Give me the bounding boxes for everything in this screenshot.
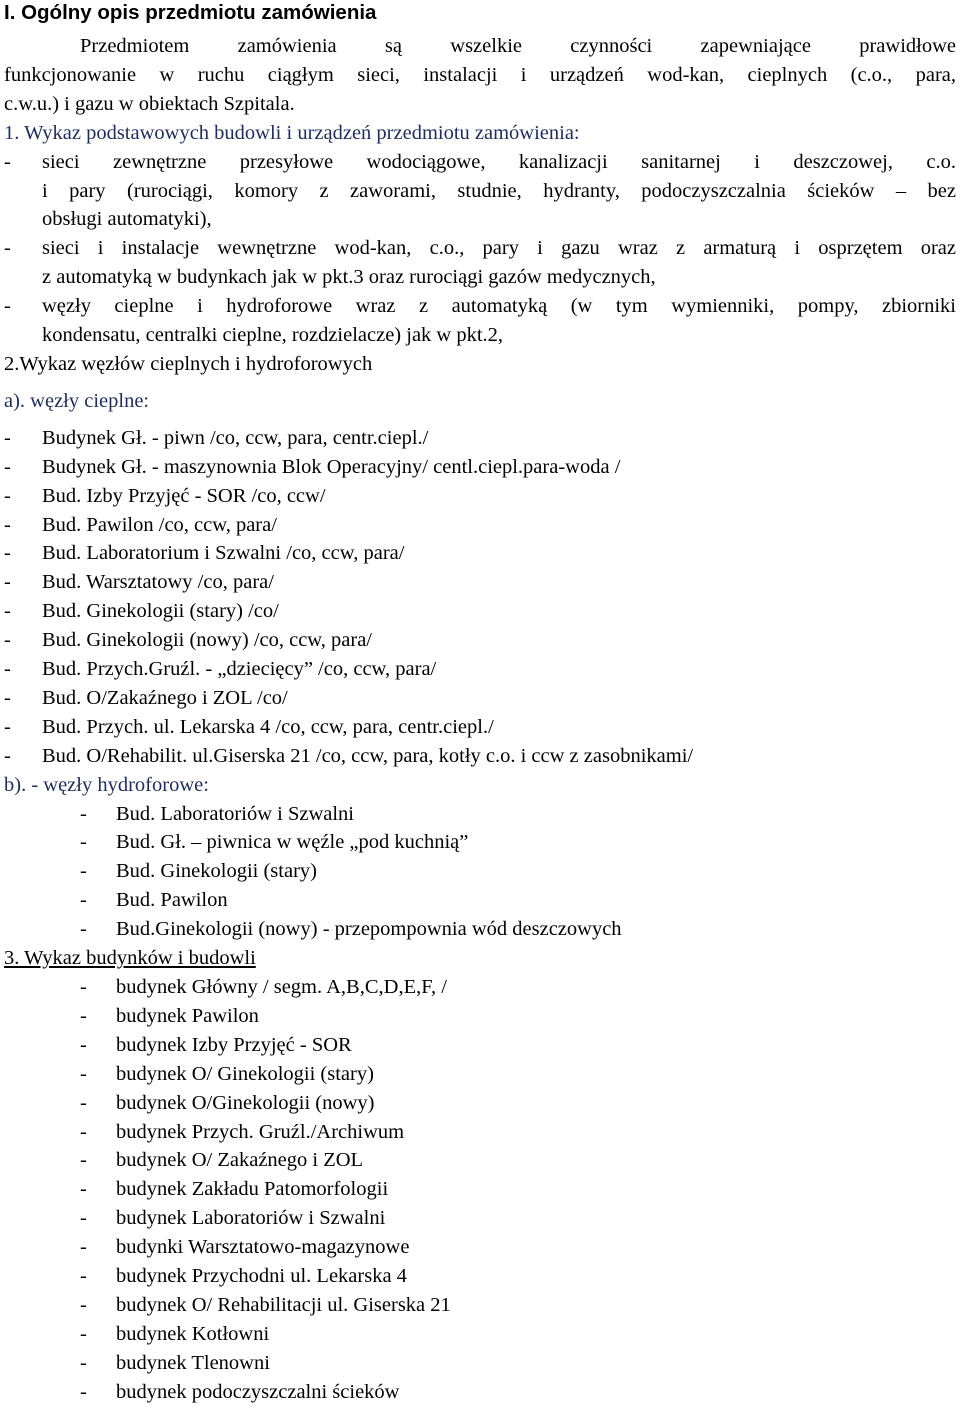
building-item [0, 1118, 956, 1147]
list-dash: - [80, 1091, 87, 1114]
hydrophore-node-item [0, 828, 956, 857]
list-dash: - [4, 744, 11, 767]
heat-node-item [0, 684, 956, 713]
heat-node-item [0, 597, 956, 626]
building-item [0, 1378, 956, 1407]
list-dash: - [4, 571, 11, 594]
list-dash: - [80, 1004, 87, 1027]
heat-node-item [0, 742, 956, 771]
building-item-text: budynek Kotłowni [116, 1322, 270, 1345]
intro-line-2: funkcjonowanie w ruchu ciągłym sieci, instalacji i urządzeń wod-kan, cieplnych (c.o., para, [4, 63, 956, 86]
list-dash: - [80, 1322, 87, 1345]
heat-node-item-text: Bud. Przych.Gruźl. - „dziecięcy” /co, ccw, para/ [42, 658, 437, 681]
section-2b-title: b). - węzły hydroforowe: [4, 773, 209, 796]
section-1-item-1-line-3: obsługi automatyki), [42, 208, 212, 231]
building-item-text: budynek Laboratoriów i Szwalni [116, 1207, 386, 1230]
hydrophore-node-item [0, 915, 956, 944]
heat-node-item-text: Bud. Ginekologii (stary) /co/ [42, 600, 279, 623]
list-dash: - [80, 1380, 87, 1403]
list-dash: - [4, 426, 11, 449]
hydrophore-node-item-text: Bud. Laboratoriów i Szwalni [116, 802, 354, 825]
heat-node-item-text: Bud. Pawilon /co, ccw, para/ [42, 513, 277, 536]
hydrophore-node-item-text: Bud. Ginekologii (stary) [116, 860, 317, 883]
building-item-text: budynek O/Ginekologii (nowy) [116, 1091, 375, 1114]
section-3-title: 3. Wykaz budynków i budowli [4, 947, 256, 970]
heat-node-item-text: Bud. O/Rehabilit. ul.Giserska 21 /co, ccw, para, kotły c.o. i ccw z zasobnikami/ [42, 744, 694, 767]
list-dash: - [4, 542, 11, 565]
heat-node-item [0, 424, 956, 453]
list-dash: - [80, 1178, 87, 1201]
list-dash: - [4, 658, 11, 681]
heat-node-item [0, 453, 956, 482]
hydrophore-node-item [0, 857, 956, 886]
building-item [0, 1146, 956, 1175]
heat-node-item [0, 626, 956, 655]
heat-node-item-text: Budynek Gł. - maszynownia Blok Operacyjny/ centl.ciepl.para-woda / [42, 455, 621, 478]
building-item [0, 1175, 956, 1204]
heat-node-item-text: Bud. O/Zakaźnego i ZOL /co/ [42, 686, 288, 709]
hydrophore-node-item-text: Bud. Gł. – piwnica w węźle „pod kuchnią” [116, 831, 469, 854]
document-heading: I. Ogólny opis przedmiotu zamówienia [4, 1, 377, 24]
section-1-item-3-line-2: kondensatu, centralki cieplne, rozdzielacze) jak w pkt.2, [42, 324, 504, 347]
section-1-item-2-line-1: sieci i instalacje wewnętrzne wod-kan, c.o., pary i gazu wraz z armaturą i osprzętem oraz [42, 237, 956, 260]
heat-node-item [0, 482, 956, 511]
list-dash: - [80, 1293, 87, 1316]
section-1-item [0, 292, 956, 350]
list-dash: - [80, 1265, 87, 1288]
building-item [0, 1233, 956, 1262]
section-2-title: 2.Wykaz węzłów cieplnych i hydroforowych [4, 352, 373, 375]
heat-node-item [0, 511, 956, 540]
hydrophore-node-item [0, 800, 956, 829]
building-item [0, 1291, 956, 1320]
list-dash: - [80, 1207, 87, 1230]
list-dash: - [4, 150, 11, 173]
section-1-item-2-line-2: z automatyką w budynkach jak w pkt.3 oraz rurociągi gazów medycznych, [42, 266, 656, 289]
building-item [0, 1002, 956, 1031]
building-item-text: budynek podoczyszczalni ścieków [116, 1380, 400, 1403]
heat-node-item [0, 713, 956, 742]
building-item-text: budynek Główny / segm. A,B,C,D,E,F, / [116, 976, 447, 998]
list-dash: - [80, 889, 87, 912]
hydrophore-node-item-text: Bud.Ginekologii (nowy) - przepompownia wód deszczowych [116, 918, 622, 941]
section-2b-list [0, 800, 956, 945]
building-item [0, 1060, 956, 1089]
list-dash: - [4, 600, 11, 623]
building-item-text: budynek Tlenowni [116, 1351, 270, 1374]
list-dash: - [80, 831, 87, 854]
list-dash: - [80, 1149, 87, 1172]
section-3-title-wrap [0, 944, 956, 973]
heat-node-item [0, 655, 956, 684]
list-dash: - [4, 715, 11, 738]
building-item [0, 1204, 956, 1233]
building-item [0, 1320, 956, 1349]
section-3-list [0, 973, 956, 1407]
list-dash: - [80, 802, 87, 825]
list-dash: - [80, 1120, 87, 1143]
section-1-item-1-line-1: sieci zewnętrzne przesyłowe wodociągowe, kanalizacji sanitarnej i deszczowej, c.o. [42, 150, 956, 173]
building-item-text: budynek O/ Zakaźnego i ZOL [116, 1149, 364, 1172]
section-1-item-1-line-2: i pary (rurociągi, komory z zaworami, studnie, hydranty, podoczyszczalnia ścieków – bez [42, 179, 956, 202]
heat-node-item [0, 568, 956, 597]
building-item-text: budynek Przych. Gruźl./Archiwum [116, 1120, 405, 1143]
list-dash: - [80, 918, 87, 941]
building-item-text: budynek Zakładu Patomorfologii [116, 1178, 389, 1201]
building-item-text: budynki Warsztatowo-magazynowe [116, 1236, 410, 1259]
list-dash: - [80, 1062, 87, 1085]
heat-node-item-text: Bud. Izby Przyjęć - SOR /co, ccw/ [42, 484, 326, 507]
hydrophore-node-item-text: Bud. Pawilon [116, 889, 228, 912]
list-dash: - [80, 860, 87, 883]
building-item-text: budynek Przychodni ul. Lekarska 4 [116, 1265, 407, 1288]
building-item-text: budynek Izby Przyjęć - SOR [116, 1033, 352, 1056]
building-item [0, 1089, 956, 1118]
section-1-item-3-line-1: węzły cieplne i hydroforowe wraz z automatyką (w tym wymienniki, pompy, zbiorniki [42, 295, 956, 318]
list-dash: - [4, 629, 11, 652]
list-dash: - [4, 295, 11, 318]
list-dash: - [4, 237, 11, 260]
list-dash: - [80, 976, 87, 998]
building-item [0, 1349, 956, 1378]
section-1-title: 1. Wykaz podstawowych budowli i urządzeń przedmiotu zamówienia: [4, 121, 580, 144]
section-1-item [0, 148, 956, 235]
section-2a-list [0, 424, 956, 771]
list-dash: - [80, 1033, 87, 1056]
building-item-text: budynek O/ Ginekologii (stary) [116, 1062, 374, 1085]
intro-line-3: c.w.u.) i gazu w obiektach Szpitala. [4, 92, 295, 115]
heat-node-item-text: Bud. Przych. ul. Lekarska 4 /co, ccw, para, centr.ciepl./ [42, 715, 494, 738]
section-1-item [0, 234, 956, 292]
list-dash: - [4, 455, 11, 478]
section-2a-title: a). węzły cieplne: [4, 389, 150, 412]
building-item [0, 1262, 956, 1291]
document-body [0, 32, 956, 1407]
list-dash: - [4, 686, 11, 709]
list-dash: - [80, 1351, 87, 1374]
list-dash: - [4, 513, 11, 536]
intro-line-1: Przedmiotem zamówienia są wszelkie czynności zapewniające prawidłowe [80, 35, 956, 57]
building-item-text: budynek O/ Rehabilitacji ul. Giserska 21 [116, 1293, 451, 1316]
list-dash: - [4, 484, 11, 507]
heat-node-item [0, 539, 956, 568]
building-item-text: budynek Pawilon [116, 1004, 259, 1027]
heat-node-item-text: Bud. Warsztatowy /co, para/ [42, 571, 274, 594]
heat-node-item-text: Budynek Gł. - piwn /co, ccw, para, centr.ciepl./ [42, 426, 429, 449]
list-dash: - [80, 1236, 87, 1259]
heat-node-item-text: Bud. Laboratorium i Szwalni /co, ccw, para/ [42, 542, 405, 565]
building-item [0, 973, 956, 1002]
heat-node-item-text: Bud. Ginekologii (nowy) /co, ccw, para/ [42, 629, 373, 652]
hydrophore-node-item [0, 886, 956, 915]
building-item [0, 1031, 956, 1060]
